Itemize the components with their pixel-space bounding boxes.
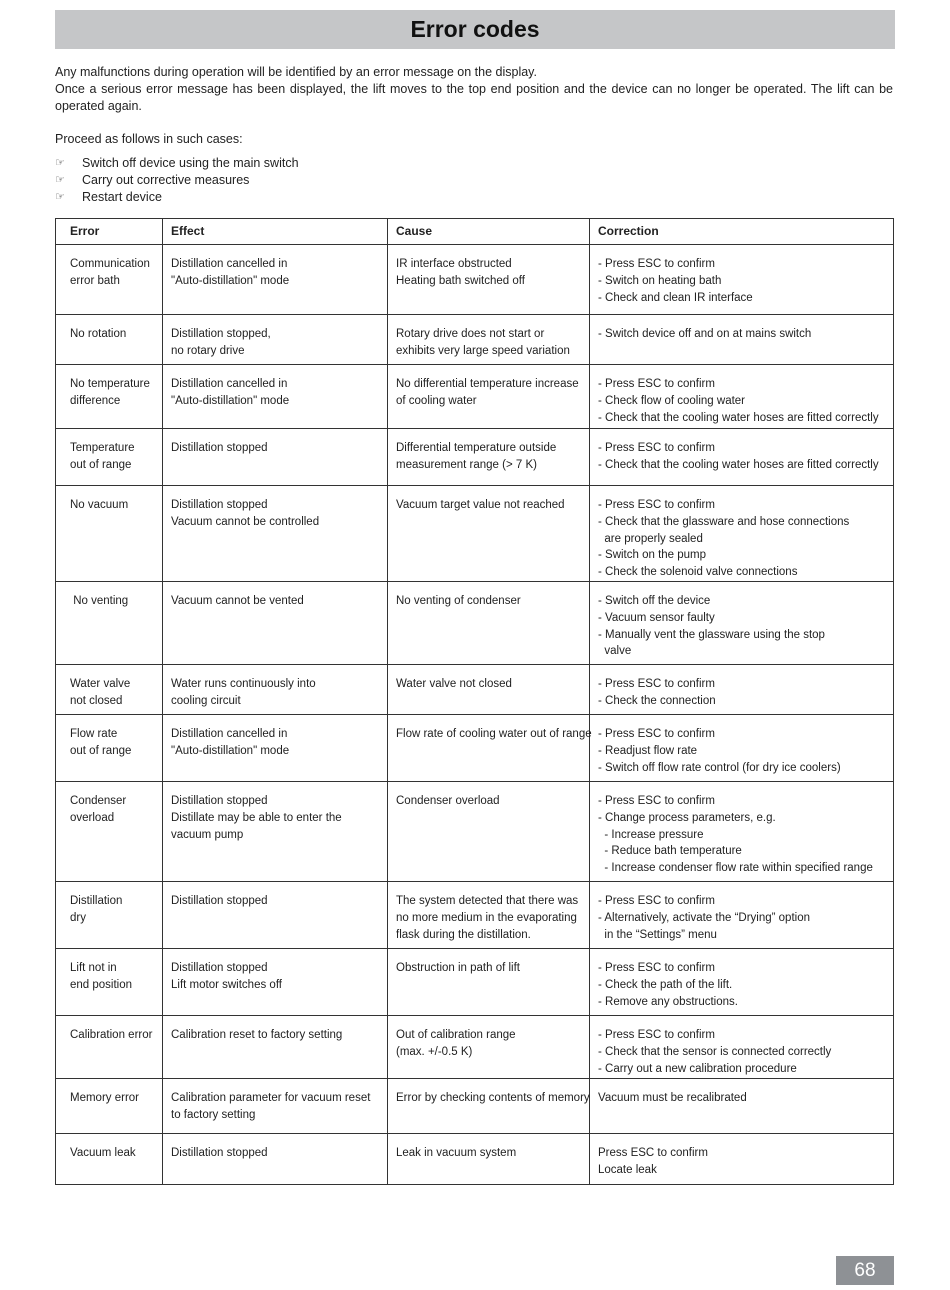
cell-line: No venting (70, 595, 129, 607)
cell-line: No rotation (70, 328, 127, 340)
cell-line: - Press ESC to confirm (598, 962, 715, 974)
cell-line: - Switch off the device (598, 595, 711, 607)
cell-line: overload (70, 811, 115, 824)
cell-effect (163, 315, 388, 365)
cell-line: Out of calibration range (396, 1029, 516, 1041)
cell-line: Vacuum target value not reached (396, 499, 565, 511)
cell-line: Lift motor switches off (171, 978, 282, 991)
cell-error (56, 1134, 163, 1185)
page-title: Error codes (410, 16, 540, 42)
cell-line: - Remove any obstructions. (598, 995, 738, 1008)
table-row (56, 715, 894, 782)
cell-line: no rotary drive (171, 344, 245, 357)
intro-paragraph: Any malfunctions during operation will be identified by an error message on the display. (55, 65, 537, 79)
pointing-hand-icon: ☞ (55, 174, 65, 186)
cell-correction (590, 1134, 894, 1185)
table-header-row (56, 219, 894, 245)
cell-line: Distillation stopped (171, 442, 268, 454)
cell-line: - Change process parameters, e.g. (598, 811, 776, 824)
cell-error (56, 582, 163, 665)
cell-line: Temperature (70, 442, 135, 454)
column-header-correction: Correction (590, 219, 894, 245)
step-label: Switch off device using the main switch (82, 156, 299, 170)
table-row (56, 315, 894, 365)
cell-line: - Check flow of cooling water (598, 394, 746, 407)
table-body (56, 245, 894, 1185)
cell-cause (388, 245, 590, 315)
cell-line: "Auto-distillation" mode (171, 274, 290, 287)
cell-line: - Reduce bath temperature (598, 845, 742, 858)
cell-line: Flow rate (70, 728, 118, 740)
cell-line: - Check that the cooling water hoses are fitted correctly (598, 411, 879, 424)
cell-correction (590, 582, 894, 665)
cell-line: - Vacuum sensor faulty (598, 611, 715, 624)
cell-line: - Press ESC to confirm (598, 795, 715, 807)
cell-line: "Auto-distillation" mode (171, 744, 290, 757)
cell-cause (388, 715, 590, 782)
cell-line: Distillation cancelled in (171, 258, 288, 270)
steps-list (55, 155, 299, 206)
cell-line: Communication (70, 258, 150, 270)
column-header-error: Error (56, 219, 163, 245)
cell-line: - Alternatively, activate the “Drying” option (598, 911, 810, 924)
cell-cause (388, 665, 590, 715)
cell-cause (388, 1016, 590, 1079)
cell-line: Distillation stopped (171, 1147, 268, 1159)
cell-line: Differential temperature outside (396, 442, 557, 454)
cell-correction (590, 365, 894, 429)
cell-line: out of range (70, 744, 132, 757)
cell-correction (590, 486, 894, 582)
step-label: Restart device (82, 190, 162, 204)
cell-line: - Check the connection (598, 694, 716, 707)
cell-line: - Check the path of the lift. (598, 978, 733, 991)
cell-cause (388, 315, 590, 365)
cell-effect (163, 1016, 388, 1079)
cell-error (56, 782, 163, 882)
table-row (56, 665, 894, 715)
cell-line: exhibits very large speed variation (396, 344, 570, 357)
cell-line: to factory setting (171, 1108, 256, 1121)
cell-line: Distillation stopped, (171, 328, 271, 340)
cell-error (56, 715, 163, 782)
cell-correction (590, 429, 894, 486)
cell-line: no more medium in the evaporating (396, 911, 577, 924)
cell-line: No vacuum (70, 499, 129, 511)
cell-line: Condenser overload (396, 795, 500, 807)
cell-line: Condenser (70, 795, 127, 807)
cell-error (56, 949, 163, 1016)
cell-correction (590, 245, 894, 315)
cell-line: Error by checking contents of memory (396, 1092, 590, 1104)
cell-line: - Switch on the pump (598, 549, 707, 562)
cell-line: - Increase pressure (598, 828, 704, 841)
cell-line: Locate leak (598, 1163, 657, 1176)
cell-line: Flow rate of cooling water out of range (396, 728, 592, 740)
list-item (55, 155, 299, 172)
cell-line: - Increase condenser flow rate within specified range (598, 862, 873, 875)
cell-line: Vacuum leak (70, 1147, 136, 1159)
cell-effect (163, 365, 388, 429)
cell-line: not closed (70, 694, 123, 707)
cell-correction (590, 665, 894, 715)
cell-effect (163, 429, 388, 486)
cell-cause (388, 365, 590, 429)
cell-error (56, 882, 163, 949)
cell-correction (590, 882, 894, 949)
list-item (55, 172, 299, 189)
cell-line: Leak in vacuum system (396, 1147, 517, 1159)
cell-line: No venting of condenser (396, 595, 521, 607)
cell-effect (163, 665, 388, 715)
cell-error (56, 315, 163, 365)
cell-line: Rotary drive does not start or (396, 328, 545, 340)
cell-line: (max. +/-0.5 K) (396, 1045, 473, 1058)
list-item (55, 189, 299, 206)
cell-line: - Readjust flow rate (598, 744, 698, 757)
table-row (56, 782, 894, 882)
cell-line: - Press ESC to confirm (598, 499, 715, 511)
cell-correction (590, 1016, 894, 1079)
table-row (56, 882, 894, 949)
cell-effect (163, 245, 388, 315)
cell-line: Water runs continuously into (171, 678, 316, 690)
cell-line: Water valve not closed (396, 678, 512, 690)
proceed-text: Proceed as follows in such cases: (55, 132, 243, 146)
intro-paragraph: Once a serious error message has been displayed, the lift moves to the top end position and the device can no longer be operated. The lift can be operated again. (55, 82, 893, 113)
pointing-hand-icon: ☞ (55, 191, 65, 203)
cell-line: are properly sealed (598, 532, 703, 545)
cell-correction (590, 315, 894, 365)
cell-error (56, 429, 163, 486)
cell-line: out of range (70, 458, 132, 471)
cell-line: Vacuum cannot be controlled (171, 515, 320, 528)
cell-line: - Switch on heating bath (598, 274, 722, 287)
cell-error (56, 1016, 163, 1079)
step-label: Carry out corrective measures (82, 173, 250, 187)
cell-line: Distillation cancelled in (171, 728, 288, 740)
cell-line: Distillation stopped (171, 499, 268, 511)
cell-line: IR interface obstructed (396, 258, 512, 270)
cell-line: Distillation (70, 895, 123, 907)
cell-line: flask during the distillation. (396, 928, 531, 941)
cell-line: in the “Settings” menu (598, 928, 717, 941)
cell-effect (163, 486, 388, 582)
cell-effect (163, 1134, 388, 1185)
cell-line: cooling circuit (171, 694, 241, 707)
cell-line: measurement range (> 7 K) (396, 458, 537, 471)
cell-cause (388, 882, 590, 949)
cell-line: difference (70, 394, 121, 407)
cell-line: No differential temperature increase (396, 378, 579, 390)
cell-line: Press ESC to confirm (598, 1147, 708, 1159)
table-row (56, 582, 894, 665)
cell-line: Memory error (70, 1092, 140, 1104)
table-row (56, 1079, 894, 1134)
table-row (56, 365, 894, 429)
cell-line: - Press ESC to confirm (598, 442, 715, 454)
cell-correction (590, 782, 894, 882)
cell-error (56, 365, 163, 429)
table-row (56, 949, 894, 1016)
cell-correction (590, 1079, 894, 1134)
cell-line: - Press ESC to confirm (598, 895, 715, 907)
cell-line: "Auto-distillation" mode (171, 394, 290, 407)
cell-error (56, 245, 163, 315)
cell-cause (388, 1079, 590, 1134)
cell-line: Water valve (70, 678, 131, 690)
cell-line: - Check the solenoid valve connections (598, 566, 798, 579)
cell-line: Lift not in (70, 962, 117, 974)
cell-line: - Press ESC to confirm (598, 1029, 715, 1041)
cell-line: - Check that the cooling water hoses are fitted correctly (598, 458, 879, 471)
cell-effect (163, 949, 388, 1016)
cell-line: - Switch off flow rate control (for dry ice coolers) (598, 761, 841, 774)
cell-line: The system detected that there was (396, 895, 579, 907)
cell-line: Calibration reset to factory setting (171, 1029, 343, 1041)
cell-line: Obstruction in path of lift (396, 962, 521, 974)
cell-line: Vacuum cannot be vented (171, 595, 304, 607)
cell-line: Heating bath switched off (396, 274, 525, 287)
cell-line: dry (70, 911, 86, 924)
cell-line: - Press ESC to confirm (598, 378, 715, 390)
cell-line: end position (70, 978, 133, 991)
table-row (56, 429, 894, 486)
cell-cause (388, 429, 590, 486)
cell-correction (590, 715, 894, 782)
cell-line: - Check that the glassware and hose connections (598, 515, 850, 528)
cell-line: - Press ESC to confirm (598, 258, 715, 270)
cell-line: - Check and clean IR interface (598, 291, 753, 304)
cell-effect (163, 882, 388, 949)
cell-line: Distillation stopped (171, 795, 268, 807)
cell-line: - Press ESC to confirm (598, 678, 715, 690)
column-header-effect: Effect (163, 219, 388, 245)
cell-line: error bath (70, 274, 120, 287)
column-header-cause: Cause (388, 219, 590, 245)
cell-line: vacuum pump (171, 828, 244, 841)
cell-effect (163, 1079, 388, 1134)
cell-line: of cooling water (396, 394, 477, 407)
title-bar (55, 10, 895, 49)
cell-error (56, 486, 163, 582)
cell-cause (388, 582, 590, 665)
cell-line: Calibration parameter for vacuum reset (171, 1092, 371, 1104)
cell-line: - Switch device off and on at mains switch (598, 328, 812, 340)
cell-line: Distillate may be able to enter the (171, 811, 342, 824)
cell-error (56, 665, 163, 715)
table-row (56, 1134, 894, 1185)
cell-line: valve (598, 645, 632, 658)
pointing-hand-icon: ☞ (55, 157, 65, 169)
cell-effect (163, 582, 388, 665)
cell-line: Distillation cancelled in (171, 378, 288, 390)
cell-cause (388, 782, 590, 882)
table-row (56, 1016, 894, 1079)
intro-text (55, 64, 893, 115)
cell-line: - Manually vent the glassware using the stop (598, 628, 825, 641)
cell-cause (388, 486, 590, 582)
cell-line: - Press ESC to confirm (598, 728, 715, 740)
cell-effect (163, 715, 388, 782)
cell-effect (163, 782, 388, 882)
cell-error (56, 1079, 163, 1134)
cell-cause (388, 1134, 590, 1185)
cell-line: No temperature (70, 378, 150, 390)
cell-line: Distillation stopped (171, 962, 268, 974)
table-row (56, 245, 894, 315)
cell-line: Vacuum must be recalibrated (598, 1092, 747, 1104)
table-row (56, 486, 894, 582)
page-number: 68 (836, 1256, 894, 1285)
cell-line: Distillation stopped (171, 895, 268, 907)
cell-correction (590, 949, 894, 1016)
cell-line: - Check that the sensor is connected correctly (598, 1045, 832, 1058)
cell-cause (388, 949, 590, 1016)
cell-line: Calibration error (70, 1029, 153, 1041)
error-codes-table (55, 218, 894, 1185)
cell-line: - Carry out a new calibration procedure (598, 1062, 797, 1075)
